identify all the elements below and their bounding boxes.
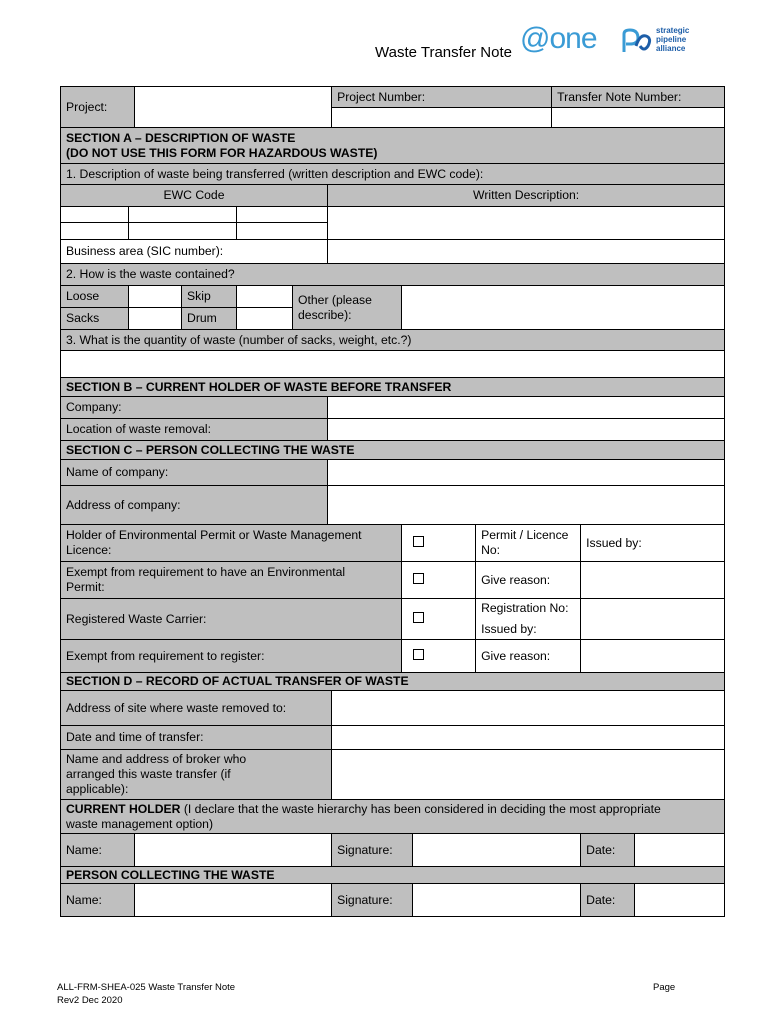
broker-field[interactable] [332, 750, 725, 800]
give-reason-label: Give reason: [476, 640, 581, 673]
location-field[interactable] [328, 419, 725, 441]
loose-label: Loose [61, 286, 129, 308]
ewc-cell[interactable] [237, 207, 328, 223]
ewc-cell[interactable] [129, 223, 237, 240]
transfer-note-label: Transfer Note Number: [552, 87, 725, 108]
permit-holder-label: Holder of Environmental Permit or Waste Management Licence: [61, 525, 402, 562]
footer-doc-ref: ALL-FRM-SHEA-025 Waste Transfer Note [57, 982, 236, 993]
transfer-datetime-label: Date and time of transfer: [61, 726, 332, 750]
company-field[interactable] [328, 397, 725, 419]
checkbox-icon[interactable] [413, 612, 424, 623]
holder-date-field[interactable] [635, 834, 725, 867]
business-area-field[interactable] [328, 240, 725, 264]
company-address-field[interactable] [328, 486, 725, 525]
project-number-field[interactable] [332, 108, 552, 128]
transfer-datetime-field[interactable] [332, 726, 725, 750]
give-reason-field[interactable] [581, 562, 725, 599]
registered-carrier-label: Registered Waste Carrier: [61, 599, 402, 640]
business-area-label: Business area (SIC number): [61, 240, 328, 264]
registration-field[interactable] [581, 599, 725, 640]
company-name-field[interactable] [328, 460, 725, 486]
section-c-heading: SECTION C – PERSON COLLECTING THE WASTE [61, 441, 725, 460]
registration-label: Registration No: Issued by: [476, 599, 581, 640]
project-field[interactable] [135, 87, 332, 128]
permit-holder-checkbox[interactable] [402, 525, 476, 562]
footer-revision: Rev2 Dec 2020 [57, 995, 123, 1006]
collector-heading: PERSON COLLECTING THE WASTE [61, 867, 725, 884]
collector-signature-field[interactable] [413, 884, 581, 917]
skip-label: Skip [182, 286, 237, 308]
sacks-field[interactable] [129, 308, 182, 330]
project-label: Project: [61, 87, 135, 128]
collector-date-field[interactable] [635, 884, 725, 917]
give-reason-label: Give reason: [476, 562, 581, 599]
company-name-label: Name of company: [61, 460, 328, 486]
collector-name-label: Name: [61, 884, 135, 917]
checkbox-icon[interactable] [413, 649, 424, 660]
ewc-cell[interactable] [237, 223, 328, 240]
other-field[interactable] [402, 286, 725, 330]
sacks-label: Sacks [61, 308, 129, 330]
page-title: Waste Transfer Note [375, 44, 512, 61]
exempt-register-label: Exempt from requirement to register: [61, 640, 402, 673]
registered-carrier-checkbox[interactable] [402, 599, 476, 640]
logo-mark-icon [622, 28, 654, 54]
exempt-permit-checkbox[interactable] [402, 562, 476, 599]
company-label: Company: [61, 397, 328, 419]
company-address-label: Address of company: [61, 486, 328, 525]
permit-licence-no-label: Permit / Licence No: [476, 525, 581, 562]
holder-name-label: Name: [61, 834, 135, 867]
collector-date-label: Date: [581, 884, 635, 917]
site-address-field[interactable] [332, 691, 725, 726]
current-holder-declaration: CURRENT HOLDER (I declare that the waste hierarchy has been considered in deciding the most appropriate waste management option) [61, 800, 725, 834]
waste-transfer-form [60, 86, 725, 917]
q1-label: 1. Description of waste being transferred (written description and EWC code): [61, 164, 725, 185]
checkbox-icon[interactable] [413, 573, 424, 584]
written-description-label: Written Description: [328, 185, 725, 207]
logo-text: @one [520, 22, 597, 55]
holder-name-field[interactable] [135, 834, 332, 867]
footer-page: Page [653, 982, 676, 993]
exempt-register-checkbox[interactable] [402, 640, 476, 673]
issued-by-label: Issued by: [581, 525, 725, 562]
give-reason-field[interactable] [581, 640, 725, 673]
location-label: Location of waste removal: [61, 419, 328, 441]
transfer-note-field[interactable] [552, 108, 725, 128]
broker-label: Name and address of broker who arranged this waste transfer (if applicable): [61, 750, 332, 800]
site-address-label: Address of site where waste removed to: [61, 691, 332, 726]
section-d-heading: SECTION D – RECORD OF ACTUAL TRANSFER OF WASTE [61, 673, 725, 691]
loose-field[interactable] [129, 286, 182, 308]
drum-label: Drum [182, 308, 237, 330]
logo-tagline: strategic pipeline alliance [656, 26, 690, 53]
ewc-cell[interactable] [61, 223, 129, 240]
collector-name-field[interactable] [135, 884, 332, 917]
holder-signature-label: Signature: [332, 834, 413, 867]
logo [520, 22, 700, 58]
q3-label: 3. What is the quantity of waste (number of sacks, weight, etc.?) [61, 330, 725, 351]
other-label: Other (please describe): [293, 286, 402, 330]
collector-signature-label: Signature: [332, 884, 413, 917]
section-b-heading: SECTION B – CURRENT HOLDER OF WASTE BEFORE TRANSFER [61, 378, 725, 397]
section-a-heading: SECTION A – DESCRIPTION OF WASTE (DO NOT USE THIS FORM FOR HAZARDOUS WASTE) [61, 128, 725, 164]
exempt-permit-label: Exempt from requirement to have an Environmental Permit: [61, 562, 402, 599]
checkbox-icon[interactable] [413, 536, 424, 547]
skip-field[interactable] [237, 286, 293, 308]
holder-signature-field[interactable] [413, 834, 581, 867]
project-number-label: Project Number: [332, 87, 552, 108]
holder-date-label: Date: [581, 834, 635, 867]
written-description-field[interactable] [328, 207, 725, 240]
drum-field[interactable] [237, 308, 293, 330]
ewc-cell[interactable] [61, 207, 129, 223]
q2-label: 2. How is the waste contained? [61, 264, 725, 286]
ewc-code-label: EWC Code [61, 185, 328, 207]
ewc-cell[interactable] [129, 207, 237, 223]
quantity-field[interactable] [61, 351, 725, 378]
